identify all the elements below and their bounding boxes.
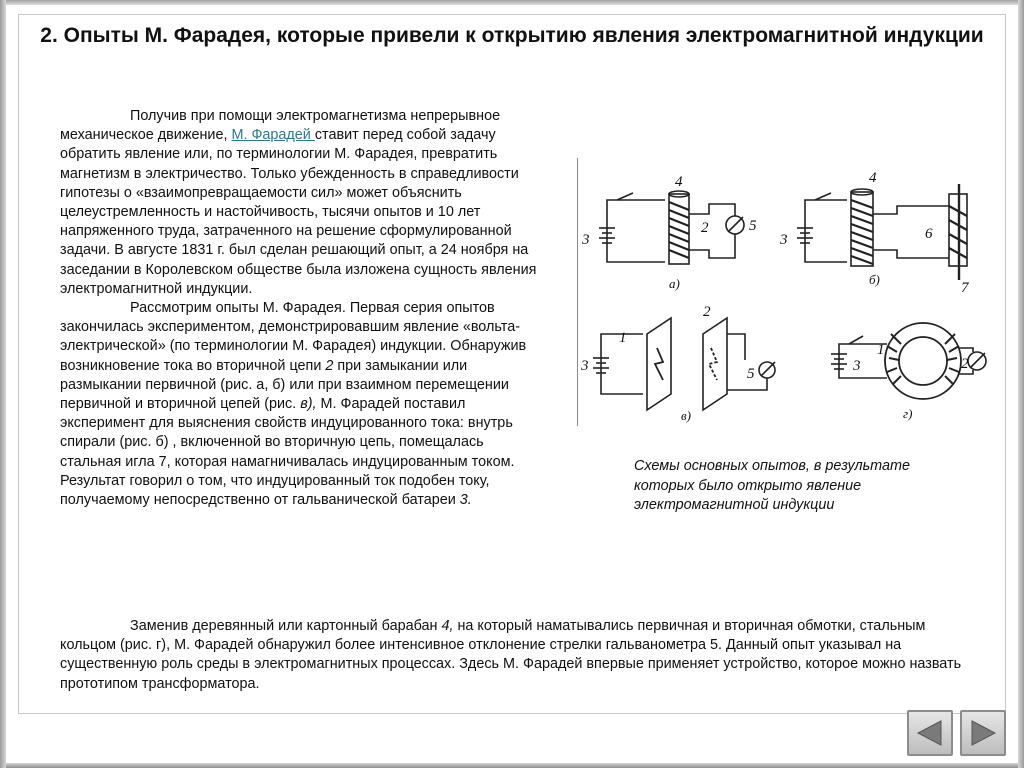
bottom-text-block (60, 617, 980, 694)
label-d-2: 2 (961, 356, 969, 372)
label-c-2: 2 (703, 304, 711, 320)
arrow-left-icon (915, 718, 945, 748)
label-a-3: 3 (582, 232, 590, 248)
frame-edge-top (0, 0, 1024, 5)
paragraph-3 (60, 617, 980, 694)
frame-edge-right (1018, 0, 1024, 768)
p2-italic-1: 2 (325, 357, 334, 374)
label-c-1: 1 (619, 330, 627, 346)
panel-a-diagram (599, 191, 744, 264)
label-d-3: 3 (853, 358, 861, 374)
p1-text-b: ставит перед собой задачу обратить явление или, по терминологии М. Фарадея, превратить магнетизм в электричество. Только убежденность в справедливости гипотезы о «взаимопревращаемости сил» может объяснить целеустремленность и настойчивость, тысячи опытов и 10 лет напряженного труда, затраченного на решение сформулированной задачи. В августе 1831 г. был сделан решающий опыт, а 24 ноября на заседании в Королевском обществе была изложена сущность явления электромагнитной индукции. (60, 127, 537, 297)
faraday-link[interactable]: М. Фарадей (231, 127, 315, 144)
left-text-block (60, 107, 544, 510)
label-c-5: 5 (747, 366, 755, 382)
p2-text-c: М. Фарадей поставил эксперимент для выяснения свойств индуцированного тока: внутрь спирали (рис. б) , включенной во вторичную цепь, помещалась стальная игла 7, которая намагничивалась индуцированным током. Результат говорил о том, что индуцированный ток подобен току, получаемому непосредственно от гальванической батареи (60, 396, 515, 509)
label-b-7: 7 (961, 280, 969, 296)
p2-text-a: Рассмотрим опыты М. Фарадея. Первая серия опытов закончилась экспериментом, демонстрировавшим явление «вольта-электрической» (по терминологии М. Фарадея) индукции. Обнаружив возникновение тока во вторичной цепи (60, 300, 527, 374)
p1-text-a: Получив при помощи электромагнетизма непрерывное механическое движение, (60, 108, 501, 144)
frame-edge-left (0, 0, 6, 768)
frame-edge-bottom (0, 763, 1024, 768)
panel-b-diagram (797, 184, 967, 280)
label-b-4: 4 (869, 170, 877, 186)
p2-text-b: при замыкании или размыкании первичной (рис. а, б) или при взаимном перемещении первичной и вторичной цепей (рис. (60, 357, 509, 413)
p2-italic-3: 3. (459, 492, 472, 509)
label-b-caption: б) (869, 272, 880, 287)
label-a-2: 2 (701, 220, 709, 236)
label-c-caption: в) (681, 408, 691, 423)
p2-italic-2: в), (300, 396, 317, 413)
label-a-caption: а) (669, 276, 680, 291)
p3-italic-1: 4, (441, 618, 454, 634)
label-c-3: 3 (581, 358, 589, 374)
label-b-3: 3 (780, 232, 788, 248)
page-title: 2. Опыты М. Фарадея, которые привели к открытию явления электромагнитной индукции (40, 24, 984, 47)
paragraph-2 (60, 299, 544, 510)
next-slide-button[interactable] (960, 710, 1006, 756)
label-b-6: 6 (925, 226, 933, 242)
label-a-4: 4 (675, 174, 683, 190)
previous-slide-button[interactable] (907, 710, 953, 756)
label-d-1: 1 (877, 342, 885, 358)
figure-caption: Схемы основных опытов, в результате которых было открыто явление электромагнитной индукции (634, 458, 911, 513)
faraday-experiments-figure (577, 158, 1007, 426)
label-a-5: 5 (749, 218, 757, 234)
arrow-right-icon (968, 718, 998, 748)
p3-text-a: Заменив деревянный или картонный барабан (130, 618, 442, 634)
paragraph-1 (60, 107, 544, 299)
label-d-caption: г) (903, 406, 913, 421)
p3-text-b: на который наматывались первичная и вторичная обмотки, стальным кольцом (рис. г), М. Фарадей обнаружил более интенсивное отклонение стрелки гальванометра 5. Данный опыт указывал на существенную роль среды в электромагнитных процессах. Здесь М. Фарадей впервые применяет устройство, которое можно назвать прототипом трансформатора. (60, 618, 962, 692)
